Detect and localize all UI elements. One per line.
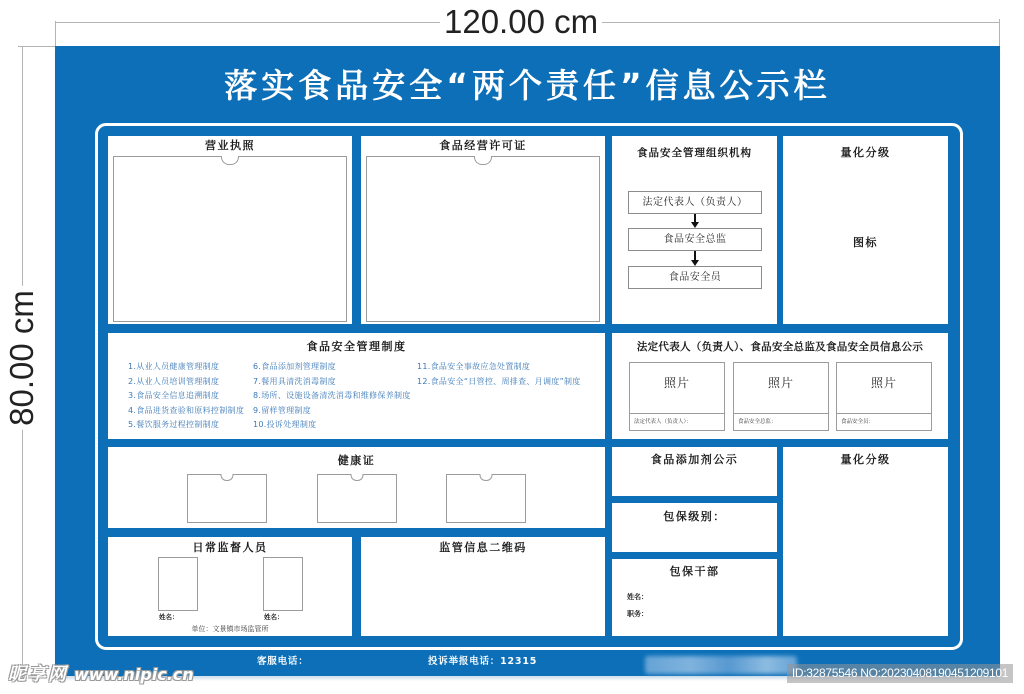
height-dimension-label: 80.00 cm <box>4 286 40 430</box>
service-phone: 客服电话： <box>257 656 309 667</box>
rule-item: 4.食品进货查验和原料控制制度 <box>128 405 245 415</box>
section-title: 量化分级 <box>840 453 891 466</box>
arrow-down-icon <box>694 251 696 262</box>
image-id-watermark: ID:32875546 NO:20230408190451209101 <box>787 664 1013 683</box>
photo-card-safety-director <box>733 362 829 431</box>
rules-column-2 <box>253 360 411 433</box>
site-watermark-name: 昵享网 <box>8 664 68 685</box>
section-title: 食品安全管理制度 <box>306 340 407 353</box>
section-info-disclosure <box>612 333 948 439</box>
rule-item: 5.餐饮服务过程控制制度 <box>128 420 220 430</box>
health-certificate-slot <box>187 474 267 523</box>
rules-column-1 <box>128 360 244 433</box>
photo-label: 食品安全员： <box>837 413 931 431</box>
rule-item: 2.从业人员培训管理制度 <box>128 376 220 386</box>
rule-item: 6.食品添加剂管理制度 <box>253 362 336 371</box>
photo-placeholder: 照片 <box>767 376 794 390</box>
site-watermark <box>8 664 194 686</box>
section-title: 日常监督人员 <box>192 541 268 554</box>
frame-notch-icon <box>351 474 364 481</box>
photo-label: 法定代表人（负责人）： <box>630 413 724 431</box>
rule-item: 11.食品安全事故应急处置制度 <box>417 362 531 371</box>
width-dimension-tick-right <box>999 19 1000 46</box>
license-frame <box>113 156 347 322</box>
frame-notch-icon <box>221 156 239 165</box>
photo-card-legal-representative <box>629 362 725 431</box>
supervisor-photo <box>263 557 303 611</box>
rules-column-3 <box>417 360 581 389</box>
org-node-safety-director: 食品安全总监 <box>628 228 762 251</box>
section-food-license <box>361 136 605 324</box>
section-supervisors <box>108 537 352 636</box>
section-org-structure <box>612 136 777 324</box>
photo-label: 食品安全总监： <box>734 413 828 431</box>
supervisor-photo <box>158 557 198 611</box>
section-title: 食品经营许可证 <box>439 139 527 152</box>
supervisor-name-label: 姓名： <box>159 613 179 621</box>
rule-item: 3.食品安全信息追溯制度 <box>128 391 220 401</box>
cadre-name-field: 姓名： <box>627 593 648 601</box>
photo-placeholder: 照片 <box>663 376 690 390</box>
section-health-certificate <box>108 447 605 528</box>
section-title: 包保干部 <box>669 565 720 578</box>
section-title: 量化分级 <box>840 146 891 159</box>
section-title: 法定代表人（负责人）、食品安全总监及食品安全员信息公示 <box>636 341 924 353</box>
complaint-phone: 投诉举报电话：12315 <box>428 656 538 667</box>
board-title: 落实食品安全“两个责任”信息公示栏 <box>224 66 831 105</box>
org-node-safety-officer: 食品安全员 <box>628 266 762 289</box>
section-rating-top <box>783 136 948 324</box>
rule-item: 1.从业人员健康管理制度 <box>128 362 220 371</box>
section-qr-code <box>361 537 605 636</box>
section-management-system <box>108 333 605 439</box>
section-business-license <box>108 136 352 324</box>
rating-icon-placeholder: 图标 <box>853 236 878 249</box>
rule-item: 7.餐用具清洗消毒制度 <box>253 376 336 386</box>
section-rating-bottom <box>783 447 948 636</box>
width-dimension-label: 120.00 cm <box>440 4 602 40</box>
license-frame <box>366 156 600 322</box>
section-title: 健康证 <box>337 454 376 467</box>
cadre-position-field: 职务： <box>627 610 648 618</box>
photo-card-safety-officer <box>836 362 932 431</box>
rule-item: 10.投诉处理制度 <box>253 420 317 430</box>
section-title: 食品安全管理组织机构 <box>637 147 752 159</box>
frame-notch-icon <box>221 474 234 481</box>
section-guarantee-cadre <box>612 559 777 636</box>
height-dimension-tick-top <box>18 46 55 47</box>
rule-item: 9.留样管理制度 <box>253 405 312 415</box>
rule-item: 8.场所、设施设备清洗消毒和维修保养制度 <box>253 391 411 401</box>
health-certificate-slot <box>317 474 397 523</box>
section-title: 包保级别： <box>663 510 726 523</box>
photo-placeholder: 照片 <box>870 376 897 390</box>
rule-item: 12.食品安全“日管控、周排查、月调度”制度 <box>417 376 581 386</box>
health-certificate-slot <box>446 474 526 523</box>
frame-notch-icon <box>480 474 493 481</box>
section-additives <box>612 447 777 496</box>
arrow-down-icon <box>694 214 696 224</box>
site-watermark-url: www.nipic.cn <box>74 665 194 684</box>
blurred-region <box>645 656 797 674</box>
org-node-legal-representative: 法定代表人（负责人） <box>628 191 762 214</box>
supervisor-unit: 单位：文景镇市场监管所 <box>191 625 269 633</box>
section-title: 食品添加剂公示 <box>650 453 739 466</box>
frame-notch-icon <box>474 156 492 165</box>
width-dimension-tick-left <box>55 21 56 46</box>
section-title: 营业执照 <box>205 139 255 152</box>
section-guarantee-level <box>612 503 777 552</box>
section-title: 监管信息二维码 <box>439 541 527 554</box>
supervisor-name-label: 姓名： <box>264 613 284 621</box>
